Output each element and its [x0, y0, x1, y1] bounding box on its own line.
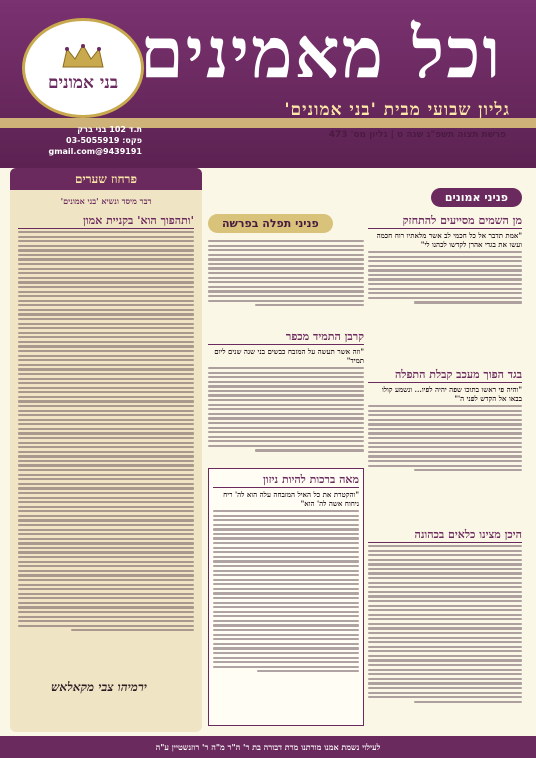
- article-heading: בגד הפוך מעכב קבלת התפלה: [368, 368, 522, 383]
- logo-name: בני אמונים: [47, 73, 119, 93]
- contact-fax: פקס: 03-5055919: [66, 136, 142, 145]
- article-heading: קרבן התמיד מכפר: [208, 330, 364, 345]
- article-body: [368, 251, 522, 304]
- footer-dedication: לעילוי נשמת אמנו מורתנו מרת דבורה בת ר' ה"ר מ"ה ר' רוזנשטיין ע"ה: [0, 736, 536, 758]
- tab-pnini-emunim: פניני אמונים: [431, 188, 522, 207]
- article-body: [18, 231, 194, 631]
- article-4: [208, 330, 364, 452]
- tab-pnini-tefila: פניני תפלה בפרשה: [208, 214, 333, 233]
- contact-email[interactable]: 9439191@gmail.com: [48, 147, 142, 156]
- article-quote: "וזה אשר תעשה על המזבח כבשים בני שנה שנים ליום תמיד": [214, 347, 364, 365]
- contact-address: ת.ד 102 בני ברק: [77, 125, 142, 134]
- main-columns: [204, 170, 522, 730]
- article-quote: "והקטרת את כל האיל המזבחה עלה הוא לה' ריח ניחוח אשה לה' הוא": [223, 490, 359, 508]
- article-3: [368, 528, 522, 703]
- left-column-title: פרחוז שערים: [75, 172, 137, 186]
- article-5-box: [208, 468, 364, 726]
- article-body: [368, 545, 522, 703]
- masthead-title: וכל מאמינים: [140, 11, 503, 94]
- logo: [22, 18, 144, 118]
- article-body: [213, 510, 359, 672]
- article-heading: מאה ברכות להיות ניזון: [213, 473, 359, 488]
- article-mid-top: [208, 240, 364, 306]
- article-heading: 'ותהפוך הוא' בקניית אמון: [18, 214, 194, 229]
- crown-icon: [61, 43, 105, 69]
- masthead-subtitle: גליון שבועי מבית 'בני אמונים': [284, 100, 510, 120]
- contact-info: [24, 124, 142, 157]
- article-quote: "והיה פי ראשו בתוכו שפה יהיה לפיו... ונשמע קולו בבאו אל הקדש לפני ה'": [381, 385, 522, 403]
- left-article: [18, 214, 194, 631]
- left-column: [10, 168, 202, 732]
- article-body: [208, 240, 364, 306]
- left-column-subtitle: דבר מיסד ונשיא 'בני אמונים': [60, 196, 152, 206]
- article-heading: מן השמים מסייעים להתחזק: [368, 214, 522, 229]
- article-body: [208, 367, 364, 452]
- article-quote: "אמת תדבר אל כל חכמי לב אשר מלאתיו רוח חכמה ועשו את בגדי אהרן לקדשו לכהנו לי": [376, 231, 522, 249]
- article-heading: היכן מצינו כלאים בכהונה: [368, 528, 522, 543]
- article-1: [368, 214, 522, 304]
- masthead: [0, 0, 536, 168]
- article-body: [368, 405, 522, 471]
- issue-line: פרשת תצוה תשפ"ג שנה ט | גליון מס' 473: [328, 130, 506, 140]
- signature: ירמיהו צבי מקאלאש: [51, 680, 147, 694]
- article-2: [368, 368, 522, 471]
